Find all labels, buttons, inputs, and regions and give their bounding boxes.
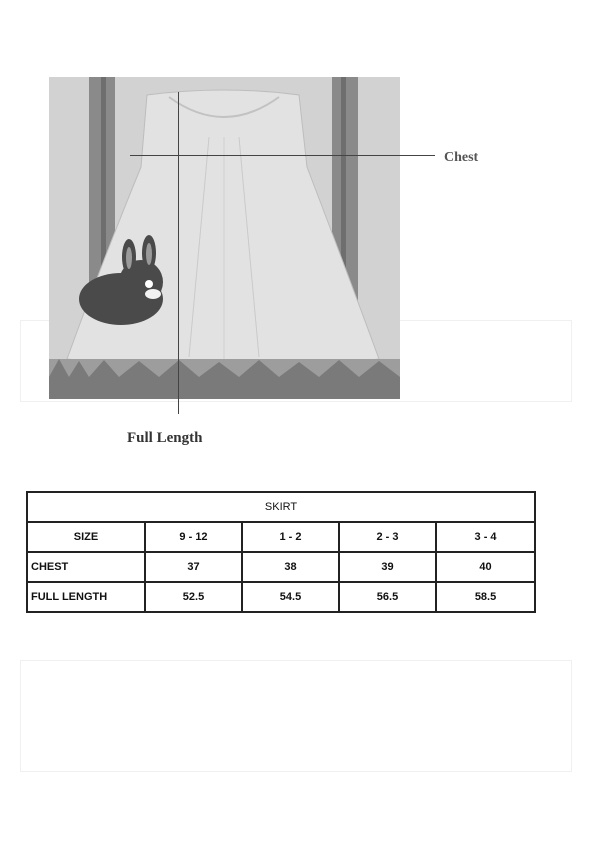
- dress-illustration: [49, 77, 400, 399]
- size-table: [26, 491, 536, 613]
- row-label: FULL LENGTH: [27, 582, 145, 612]
- dress-photo: [49, 77, 400, 399]
- chest-label: Chest: [444, 150, 479, 165]
- table-header-row: [27, 522, 535, 552]
- chest-leader-line: [130, 155, 435, 156]
- size-header: SIZE: [27, 522, 145, 552]
- table-cell: 52.5: [145, 582, 242, 612]
- ghost-table-bottom: [20, 660, 572, 772]
- size-col-header: 1 - 2: [242, 522, 339, 552]
- table-cell: 38: [242, 552, 339, 582]
- table-cell: 56.5: [339, 582, 436, 612]
- size-col-header: 3 - 4: [436, 522, 535, 552]
- length-leader-line: [178, 92, 179, 414]
- table-title: SKIRT: [27, 492, 535, 522]
- table-cell: 58.5: [436, 582, 535, 612]
- table-row: [27, 552, 535, 582]
- table-title-row: [27, 492, 535, 522]
- table-cell: 54.5: [242, 582, 339, 612]
- table-cell: 37: [145, 552, 242, 582]
- row-label: CHEST: [27, 552, 145, 582]
- table-cell: 39: [339, 552, 436, 582]
- table-cell: 40: [436, 552, 535, 582]
- size-col-header: 9 - 12: [145, 522, 242, 552]
- full-length-label: Full Length: [127, 430, 203, 446]
- size-col-header: 2 - 3: [339, 522, 436, 552]
- table-row: [27, 582, 535, 612]
